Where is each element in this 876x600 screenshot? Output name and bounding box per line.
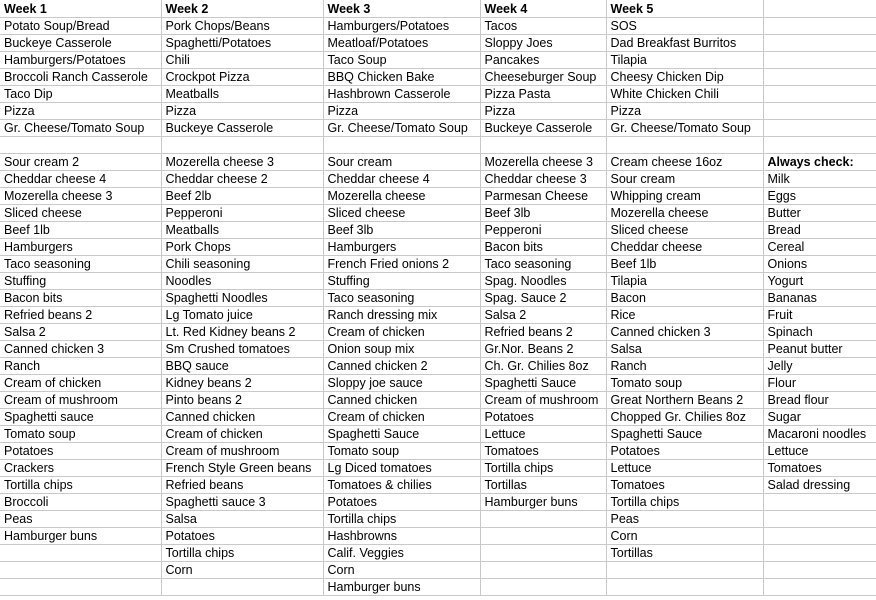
grocery-cell[interactable]: Pork Chops (161, 239, 323, 256)
grocery-cell[interactable]: Cream of mushroom (161, 443, 323, 460)
grocery-cell[interactable]: Lettuce (480, 426, 606, 443)
meal-cell[interactable]: Taco Soup (323, 52, 480, 69)
grocery-cell[interactable]: Pinto beans 2 (161, 392, 323, 409)
grocery-cell[interactable]: Eggs (763, 188, 876, 205)
grocery-cell[interactable]: Canned chicken (161, 409, 323, 426)
grocery-cell[interactable]: Cream of chicken (323, 409, 480, 426)
grocery-cell[interactable]: Flour (763, 375, 876, 392)
empty-cell[interactable] (480, 137, 606, 154)
grocery-cell[interactable]: Spaghetti sauce (0, 409, 161, 426)
grocery-cell[interactable]: Peas (606, 511, 763, 528)
always-check-title[interactable]: Always check: (763, 154, 876, 171)
meal-cell[interactable]: Buckeye Casserole (161, 120, 323, 137)
grocery-cell[interactable]: Lettuce (606, 460, 763, 477)
sheet-row (0, 188, 876, 205)
sheet-row (0, 460, 876, 477)
meal-cell[interactable]: BBQ Chicken Bake (323, 69, 480, 86)
grocery-cell[interactable]: Lettuce (763, 443, 876, 460)
grocery-cell[interactable]: Gr.Nor. Beans 2 (480, 341, 606, 358)
grocery-cell[interactable]: Canned chicken 3 (0, 341, 161, 358)
grocery-cell[interactable]: Spag. Sauce 2 (480, 290, 606, 307)
grocery-cell[interactable]: Broccoli (0, 494, 161, 511)
grocery-cell[interactable]: Potatoes (606, 443, 763, 460)
grocery-cell[interactable]: Lg Tomato juice (161, 307, 323, 324)
grocery-cell[interactable]: Sour cream (606, 171, 763, 188)
sheet-row (0, 120, 876, 137)
meal-cell[interactable]: Spaghetti/Potatoes (161, 35, 323, 52)
empty-cell[interactable] (480, 579, 606, 596)
grocery-cell[interactable]: Peas (0, 511, 161, 528)
meal-cell[interactable]: Cheeseburger Soup (480, 69, 606, 86)
empty-cell[interactable] (0, 579, 161, 596)
grocery-cell[interactable]: Mozerella cheese (606, 205, 763, 222)
grocery-cell[interactable]: Parmesan Cheese (480, 188, 606, 205)
sheet-row (0, 511, 876, 528)
grocery-cell[interactable]: Meatballs (161, 222, 323, 239)
empty-cell[interactable] (763, 494, 876, 511)
empty-cell[interactable] (606, 137, 763, 154)
meal-cell[interactable]: Pancakes (480, 52, 606, 69)
grocery-cell[interactable]: Spaghetti Sauce (323, 426, 480, 443)
grocery-cell[interactable]: Potatoes (480, 409, 606, 426)
grocery-cell[interactable]: Salsa (606, 341, 763, 358)
grocery-cell[interactable]: Sliced cheese (606, 222, 763, 239)
grocery-cell[interactable]: Tortilla chips (606, 494, 763, 511)
meal-cell[interactable]: White Chicken Chili (606, 86, 763, 103)
empty-cell[interactable] (480, 528, 606, 545)
grocery-cell[interactable]: Hamburger buns (0, 528, 161, 545)
meal-cell[interactable]: Pizza (323, 103, 480, 120)
grocery-cell[interactable]: Tomato soup (323, 443, 480, 460)
grocery-cell[interactable]: Mozerella cheese 3 (0, 188, 161, 205)
grocery-cell[interactable]: Pepperoni (161, 205, 323, 222)
empty-cell[interactable] (0, 545, 161, 562)
grocery-cell[interactable]: Hashbrowns (323, 528, 480, 545)
empty-cell[interactable] (323, 137, 480, 154)
week-header[interactable]: Week 1 (0, 1, 161, 18)
sheet-row (0, 324, 876, 341)
grocery-cell[interactable]: Crackers (0, 460, 161, 477)
meal-cell[interactable]: Pizza (161, 103, 323, 120)
grocery-cell[interactable]: Salsa (161, 511, 323, 528)
grocery-cell[interactable]: Chopped Gr. Chilies 8oz (606, 409, 763, 426)
empty-cell[interactable] (606, 579, 763, 596)
grocery-cell[interactable]: Chili seasoning (161, 256, 323, 273)
empty-cell[interactable] (763, 1, 876, 18)
grocery-cell[interactable]: Beef 3lb (323, 222, 480, 239)
sheet-row (0, 545, 876, 562)
grocery-cell[interactable]: Cereal (763, 239, 876, 256)
grocery-cell[interactable]: Jelly (763, 358, 876, 375)
grocery-cell[interactable]: Corn (161, 562, 323, 579)
grocery-cell[interactable]: Canned chicken 2 (323, 358, 480, 375)
empty-cell[interactable] (763, 52, 876, 69)
sheet-row (0, 1, 876, 18)
sheet-row (0, 307, 876, 324)
grocery-cell[interactable]: Stuffing (323, 273, 480, 290)
sheet-row (0, 69, 876, 86)
grocery-cell[interactable]: Tomatoes & chilies (323, 477, 480, 494)
grocery-cell[interactable]: Refried beans 2 (0, 307, 161, 324)
grocery-cell[interactable]: Ch. Gr. Chilies 8oz (480, 358, 606, 375)
grocery-cell[interactable]: Hamburger buns (480, 494, 606, 511)
sheet-row (0, 528, 876, 545)
grocery-cell[interactable]: French Style Green beans (161, 460, 323, 477)
meal-cell[interactable]: Hamburgers/Potatoes (323, 18, 480, 35)
empty-cell[interactable] (763, 35, 876, 52)
meal-cell[interactable]: SOS (606, 18, 763, 35)
meal-cell[interactable]: Gr. Cheese/Tomato Soup (0, 120, 161, 137)
grocery-cell[interactable]: Sour cream (323, 154, 480, 171)
grocery-cell[interactable]: Canned chicken 3 (606, 324, 763, 341)
grocery-cell[interactable]: Hamburger buns (323, 579, 480, 596)
grocery-cell[interactable]: Cheddar cheese 2 (161, 171, 323, 188)
grocery-cell[interactable]: Cheddar cheese 4 (0, 171, 161, 188)
sheet-row (0, 443, 876, 460)
grocery-cell[interactable]: Bananas (763, 290, 876, 307)
meal-cell[interactable]: Buckeye Casserole (480, 120, 606, 137)
grocery-cell[interactable]: Tilapia (606, 273, 763, 290)
grocery-cell[interactable]: Bacon bits (480, 239, 606, 256)
grocery-cell[interactable]: Ranch dressing mix (323, 307, 480, 324)
empty-cell[interactable] (763, 545, 876, 562)
empty-cell[interactable] (606, 562, 763, 579)
grocery-cell[interactable]: Taco seasoning (0, 256, 161, 273)
grocery-cell[interactable]: Cream cheese 16oz (606, 154, 763, 171)
grocery-cell[interactable]: Cream of chicken (161, 426, 323, 443)
meal-cell[interactable]: Gr. Cheese/Tomato Soup (323, 120, 480, 137)
sheet-row (0, 222, 876, 239)
grocery-cell[interactable]: Kidney beans 2 (161, 375, 323, 392)
week-header[interactable]: Week 5 (606, 1, 763, 18)
grocery-cell[interactable]: Potatoes (0, 443, 161, 460)
meal-cell[interactable]: Pizza (480, 103, 606, 120)
sheet-row (0, 562, 876, 579)
grocery-cell[interactable]: Sliced cheese (323, 205, 480, 222)
meal-cell[interactable]: Meatloaf/Potatoes (323, 35, 480, 52)
grocery-cell[interactable]: Cream of mushroom (0, 392, 161, 409)
meal-cell[interactable]: Chili (161, 52, 323, 69)
grocery-cell[interactable]: Tomatoes (480, 443, 606, 460)
grocery-cell[interactable]: Tomatoes (763, 460, 876, 477)
grocery-cell[interactable]: Pepperoni (480, 222, 606, 239)
week-header[interactable]: Week 2 (161, 1, 323, 18)
grocery-cell[interactable]: Spaghetti Sauce (606, 426, 763, 443)
meal-cell[interactable]: Tacos (480, 18, 606, 35)
grocery-cell[interactable]: Bacon (606, 290, 763, 307)
grocery-cell[interactable]: Calif. Veggies (323, 545, 480, 562)
grocery-cell[interactable]: Bacon bits (0, 290, 161, 307)
meal-cell[interactable]: Dad Breakfast Burritos (606, 35, 763, 52)
sheet-row (0, 239, 876, 256)
sheet-row (0, 52, 876, 69)
empty-cell[interactable] (0, 137, 161, 154)
grocery-cell[interactable]: Corn (323, 562, 480, 579)
grocery-cell[interactable]: Cream of chicken (323, 324, 480, 341)
meal-cell[interactable]: Hashbrown Casserole (323, 86, 480, 103)
sheet-row (0, 579, 876, 596)
grocery-cell[interactable]: Taco seasoning (480, 256, 606, 273)
sheet-row (0, 290, 876, 307)
grocery-cell[interactable]: Onions (763, 256, 876, 273)
sheet-row (0, 358, 876, 375)
sheet-row (0, 494, 876, 511)
grocery-cell[interactable]: Mozerella cheese 3 (480, 154, 606, 171)
sheet-row (0, 375, 876, 392)
grocery-cell[interactable]: Great Northern Beans 2 (606, 392, 763, 409)
sheet-row (0, 256, 876, 273)
grocery-cell[interactable]: Taco seasoning (323, 290, 480, 307)
grocery-cell[interactable]: Salsa 2 (0, 324, 161, 341)
grocery-cell[interactable]: Stuffing (0, 273, 161, 290)
grocery-cell[interactable]: Noodles (161, 273, 323, 290)
grocery-cell[interactable]: Tortilla chips (0, 477, 161, 494)
grocery-cell[interactable]: Refried beans (161, 477, 323, 494)
empty-cell[interactable] (763, 86, 876, 103)
sheet-row (0, 341, 876, 358)
meal-cell[interactable]: Pizza (0, 103, 161, 120)
grocery-cell[interactable]: Lt. Red Kidney beans 2 (161, 324, 323, 341)
sheet-row (0, 137, 876, 154)
meal-cell[interactable]: Crockpot Pizza (161, 69, 323, 86)
meal-cell[interactable]: Meatballs (161, 86, 323, 103)
empty-cell[interactable] (763, 103, 876, 120)
empty-cell[interactable] (763, 579, 876, 596)
sheet-row (0, 35, 876, 52)
grocery-cell[interactable]: Ranch (0, 358, 161, 375)
empty-cell[interactable] (0, 562, 161, 579)
grocery-cell[interactable]: Tortillas (606, 545, 763, 562)
grocery-cell[interactable]: Lg Diced tomatoes (323, 460, 480, 477)
meal-cell[interactable]: Pork Chops/Beans (161, 18, 323, 35)
empty-cell[interactable] (763, 562, 876, 579)
grocery-cell[interactable]: French Fried onions 2 (323, 256, 480, 273)
grocery-cell[interactable]: Salad dressing (763, 477, 876, 494)
grocery-cell[interactable]: Peanut butter (763, 341, 876, 358)
grocery-cell[interactable]: Tortillas (480, 477, 606, 494)
grocery-cell[interactable]: Potatoes (161, 528, 323, 545)
sheet-row (0, 18, 876, 35)
grocery-cell[interactable]: Sliced cheese (0, 205, 161, 222)
grocery-cell[interactable]: Rice (606, 307, 763, 324)
empty-cell[interactable] (763, 69, 876, 86)
grocery-cell[interactable]: Bread (763, 222, 876, 239)
grocery-cell[interactable]: Tomato soup (0, 426, 161, 443)
meal-cell[interactable]: Broccoli Ranch Casserole (0, 69, 161, 86)
sheet-row (0, 171, 876, 188)
meal-cell[interactable]: Cheesy Chicken Dip (606, 69, 763, 86)
empty-cell[interactable] (161, 579, 323, 596)
meal-cell[interactable]: Taco Dip (0, 86, 161, 103)
sheet-row (0, 205, 876, 222)
week-header[interactable]: Week 3 (323, 1, 480, 18)
grocery-cell[interactable]: Hamburgers (323, 239, 480, 256)
grocery-cell[interactable]: Corn (606, 528, 763, 545)
grocery-cell[interactable]: Bread flour (763, 392, 876, 409)
empty-cell[interactable] (763, 120, 876, 137)
grocery-cell[interactable]: Butter (763, 205, 876, 222)
grocery-cell[interactable]: Fruit (763, 307, 876, 324)
grocery-cell[interactable]: Tomatoes (606, 477, 763, 494)
grocery-cell[interactable]: Whipping cream (606, 188, 763, 205)
grocery-cell[interactable]: Mozerella cheese 3 (161, 154, 323, 171)
empty-cell[interactable] (480, 511, 606, 528)
grocery-cell[interactable]: Cream of chicken (0, 375, 161, 392)
grocery-cell[interactable]: Spaghetti sauce 3 (161, 494, 323, 511)
grocery-cell[interactable]: Cream of mushroom (480, 392, 606, 409)
grocery-cell[interactable]: Spaghetti Noodles (161, 290, 323, 307)
empty-cell[interactable] (763, 137, 876, 154)
grocery-cell[interactable]: Spag. Noodles (480, 273, 606, 290)
grocery-cell[interactable]: Salsa 2 (480, 307, 606, 324)
sheet-row (0, 103, 876, 120)
week-header[interactable]: Week 4 (480, 1, 606, 18)
meal-cell[interactable]: Sloppy Joes (480, 35, 606, 52)
grocery-cell[interactable]: Tortilla chips (323, 511, 480, 528)
empty-cell[interactable] (763, 511, 876, 528)
meal-cell[interactable]: Potato Soup/Bread (0, 18, 161, 35)
meal-cell[interactable]: Pizza (606, 103, 763, 120)
sheet-row (0, 273, 876, 290)
grocery-cell[interactable]: Cheddar cheese 3 (480, 171, 606, 188)
grocery-cell[interactable]: Spaghetti Sauce (480, 375, 606, 392)
grocery-cell[interactable]: Cheddar cheese (606, 239, 763, 256)
grocery-cell[interactable]: Macaroni noodles (763, 426, 876, 443)
meal-cell[interactable]: Pizza Pasta (480, 86, 606, 103)
grocery-cell[interactable]: Tortilla chips (480, 460, 606, 477)
grocery-cell[interactable]: Beef 1lb (0, 222, 161, 239)
grocery-cell[interactable]: Potatoes (323, 494, 480, 511)
grocery-cell[interactable]: Hamburgers (0, 239, 161, 256)
sheet-row (0, 154, 876, 171)
sheet-row (0, 392, 876, 409)
meal-cell[interactable]: Tilapia (606, 52, 763, 69)
grocery-cell[interactable]: Mozerella cheese (323, 188, 480, 205)
meal-cell[interactable]: Gr. Cheese/Tomato Soup (606, 120, 763, 137)
grocery-cell[interactable]: Yogurt (763, 273, 876, 290)
grocery-cell[interactable]: Spinach (763, 324, 876, 341)
grocery-cell[interactable]: Canned chicken (323, 392, 480, 409)
grocery-cell[interactable]: Onion soup mix (323, 341, 480, 358)
grocery-cell[interactable]: Refried beans 2 (480, 324, 606, 341)
grocery-cell[interactable]: Tomato soup (606, 375, 763, 392)
grocery-cell[interactable]: Cheddar cheese 4 (323, 171, 480, 188)
meal-cell[interactable]: Hamburgers/Potatoes (0, 52, 161, 69)
empty-cell[interactable] (161, 137, 323, 154)
grocery-cell[interactable]: Beef 3lb (480, 205, 606, 222)
grocery-cell[interactable]: BBQ sauce (161, 358, 323, 375)
grocery-cell[interactable]: Sour cream 2 (0, 154, 161, 171)
empty-cell[interactable] (763, 528, 876, 545)
empty-cell[interactable] (480, 545, 606, 562)
grocery-cell[interactable]: Beef 1lb (606, 256, 763, 273)
sheet-row (0, 86, 876, 103)
empty-cell[interactable] (480, 562, 606, 579)
grocery-cell[interactable]: Tortilla chips (161, 545, 323, 562)
grocery-cell[interactable]: Sloppy joe sauce (323, 375, 480, 392)
grocery-cell[interactable]: Ranch (606, 358, 763, 375)
empty-cell[interactable] (763, 18, 876, 35)
sheet-row (0, 477, 876, 494)
grocery-cell[interactable]: Sm Crushed tomatoes (161, 341, 323, 358)
grocery-cell[interactable]: Beef 2lb (161, 188, 323, 205)
sheet-row (0, 426, 876, 443)
meal-cell[interactable]: Buckeye Casserole (0, 35, 161, 52)
grocery-cell[interactable]: Sugar (763, 409, 876, 426)
grocery-cell[interactable]: Milk (763, 171, 876, 188)
sheet-row (0, 409, 876, 426)
